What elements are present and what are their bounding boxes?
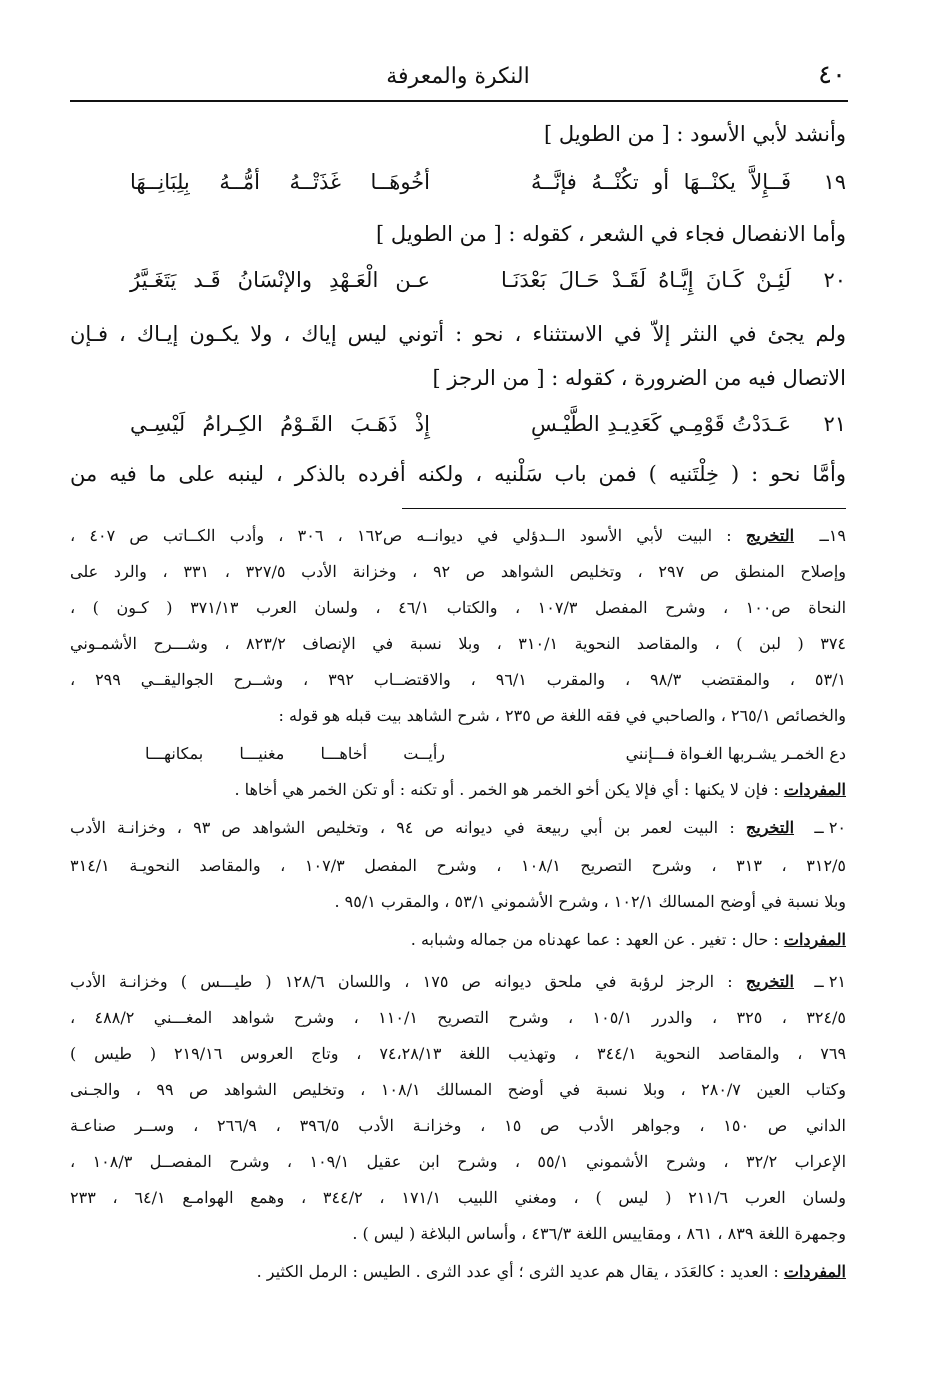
footnote-text: : فإن لا يكنها : أي فإلا يكن أخو الخمر هو الخمر . أو تكنه : أو تكن الخمر هي أخاها . [234,780,779,799]
page-header [70,58,846,98]
footnote-line: ولسان العرب ٢١١/٦ ( ليس ) ، ومغني اللبيب ١٧١/١ ، ٣٤٤/٢ ، وهمع الهوامـع ٦٤/١ ، ٢٣٣ [70,1188,846,1207]
verse-hemistich-1: عَـدَدْتُ قَوْمِـي كَعَدِيـدِ الطَّيْـسِ [531,412,791,436]
takhrij-label: التخريج [745,526,795,545]
footnote-number: ١٩ــ [819,526,846,545]
page-number: ٤٠ [818,60,846,90]
footnote-line: وإصلاح المنطق ص ٢٩٧ ، وتخليص الشواهد ص ٩٢ ، وخزانة الأدب ٣٢٧/٥ ، ٣٣١ ، والرد على [70,562,847,581]
verse-21 [70,412,846,452]
footnote-line: النحاة ص١٠٠ ، وشرح المفصل ١٠٧/٣ ، والكتاب ٤٦/١ ، ولسان العرب ٣٧١/١٣ ( كـون ) ، [70,598,847,617]
footnote-line: ٣٧٤ ( لبن ) ، والمقاصد النحوية ٣١٠/١ ، وبلا نسبة في الإنصاف ٨٢٣/٢ ، وشـــرح الأشمـوني [70,634,846,653]
prose-line: الاتصال فيه من الضرورة ، كقوله : [ من الرجز ] [432,366,846,390]
mufradat-label: المفردات [783,1262,846,1281]
verse-hemistich-2: عـن الْعَـهْدِ والإنْسَانُ قَـد يَتَغَـيَّرُ [130,268,430,292]
footnote-line: وكتاب العين ٢٨٠/٧ ، وبلا نسبة في أوضح المسالك ١٠٨/١ ، وتخليص الشواهد ص ٩٩ ، والجـنى [70,1080,847,1099]
footnote-line: ٣٢٤/٥ ، ٣٢٥ ، والدرر ١٠٥/١ ، وشرح التصريح ١١٠/١ ، وشرح شواهد المغـــني ٤٨٨/٢ ، [70,1008,847,1027]
footnote-line: والخصائص ٢٦٥/١ ، والصاحبي في فقه اللغة ص ٢٣٥ ، شرح الشاهد بيت قبله هو قوله : [278,706,846,725]
footnote-poem [145,744,846,770]
footnote-mufradat [70,780,846,799]
footnote-19 [70,526,846,552]
footnote-line: الداني ص ١٥٠ ، وجواهر الأدب ص ١٥ ، وخزانـة الأدب ٣٩٦/٥ ، ٢٦٦/٩ ، وســر صناعـة [70,1116,847,1135]
footnote-line: ٧٦٩ ، والمقاصد النحوية ٣٤٤/١ ، وتهذيب اللغة ٧٤،٢٨/١٣ ، وتاج العروس ٢١٩/١٦ ( طيس ) [70,1044,847,1063]
verse-hemistich-1: لَئِـنْ كَـانَ إِيَّـاهُ لَقَـدْ حَـالَ بَعْدَنَـا [501,268,791,292]
verse-19 [70,170,846,210]
footnote-text: : البيت لأبي الأسود الــدؤلي في ديوانــه ص١٦٢ ، ٣٠٦ ، وأدب الكــاتب ص ٤٠٧ ، [70,526,732,545]
running-title: النكرة والمعرفة [386,64,530,89]
mufradat-label: المفردات [783,780,846,799]
poem-hemistich-2: رأيــت أخاهـــا مغنيـــا بمكانهـــا [145,744,445,763]
footnote-21 [70,972,846,998]
footnote-text: : حال : تغير . عن العهد : عما عهدناه من جماله وشبابه . [410,930,779,949]
takhrij-label: التخريج [745,818,795,837]
intro-19: وأنشد لأبي الأسود : [ من الطويل ] [544,122,846,146]
takhrij-label: التخريج [745,972,794,991]
footnote-line [70,526,794,545]
verse-number: ١٩ [823,170,846,194]
verse-number: ٢٠ [823,268,846,292]
prose-line: وأمَّا نحو : ( خِلْتَنيه ) فمن باب سَلْنيه ، ولكنه أفرده بالذكر ، لينبه على ما فيه من [70,462,846,486]
footnote-rule [402,508,846,509]
footnote-mufradat [70,1262,846,1281]
verse-number: ٢١ [823,412,846,436]
footnote-line: الإعراب ٣٢/٢ ، وشرح الأشموني ٥٥/١ ، وشرح ابن عقيل ١٠٩/١ ، وشرح المفصــل ١٠٨/٣ ، [70,1152,847,1171]
intro-20: وأما الانفصال فجاء في الشعر ، كقوله : [ من الطويل ] [376,222,846,246]
footnote-line: ٣١٢/٥ ، ٣١٣ ، وشرح التصريح ١٠٨/١ ، وشرح المفصل ١٠٧/٣ ، والمقاصد النحويـة ٣١٤/١ [70,856,847,875]
footnote-number: ٢٠ ــ [814,818,846,837]
footnote-line [70,818,794,837]
footnote-text: : الرجز لرؤبة في ملحق ديوانه ص ١٧٥ ، واللسان ١٢٨/٦ ( طيـــس ) وخزانـة الأدب [70,972,733,991]
footnote-line: ٥٣/١ ، والمقتضب ٩٨/٣ ، والمقرب ٩٦/١ ، والاقتضــاب ٣٩٢ ، وشــرح الجواليقــي ٢٩٩ ، [70,670,847,689]
footnote-line [70,972,794,991]
verse-20 [70,268,846,308]
footnote-line: وبلا نسبة في أوضح المسالك ١٠٢/١ ، وشرح الأشموني ٥٣/١ ، والمقرب ٩٥/١ . [334,892,846,911]
footnote-line: وجمهرة اللغة ٨٣٩ ، ٨٦١ ، ومقاييس اللغة ٤٣٦/٣ ، وأساس البلاغة ( ليس ) . [352,1224,846,1243]
verse-hemistich-2: أخُوهَــا غَذَتْــهُ أمُّــهُ بِلِبَانِــهَا [130,170,430,194]
mufradat-label: المفردات [783,930,846,949]
footnote-mufradat [70,930,846,949]
verse-hemistich-1: فَــإِلاَّ يكنْــهَا أو تكُنْــهُ فإنَّــهُ [531,170,791,194]
poem-hemistich-1: دع الخمـر يشـربها الغـواة فـــإنني [625,744,846,763]
footnote-20 [70,818,846,844]
verse-hemistich-2: إِذْ ذَهَـبَ القَـوْمُ الكِـرامُ لَيْسِـي [130,412,430,436]
header-rule [70,100,848,102]
footnote-text: : البيت لعمر بن أبي ربيعة في ديوانه ص ٩٤ ، وتخليص الشواهد ص ٩٣ ، وخزانـة الأدب [70,818,735,837]
prose-line: ولم يجئ في النثر إلاّ في الاستثناء ، نحو : أتوني ليس إياك ، ولا يكـون إيـاك ، فـإن [70,322,846,346]
footnote-number: ٢١ ــ [814,972,846,991]
footnote-text: : العديد : كالعَدَد ، يقال هم عديد الثرى ؛ أي عدد الثرى . الطيس : الرمل الكثير . [256,1262,779,1281]
